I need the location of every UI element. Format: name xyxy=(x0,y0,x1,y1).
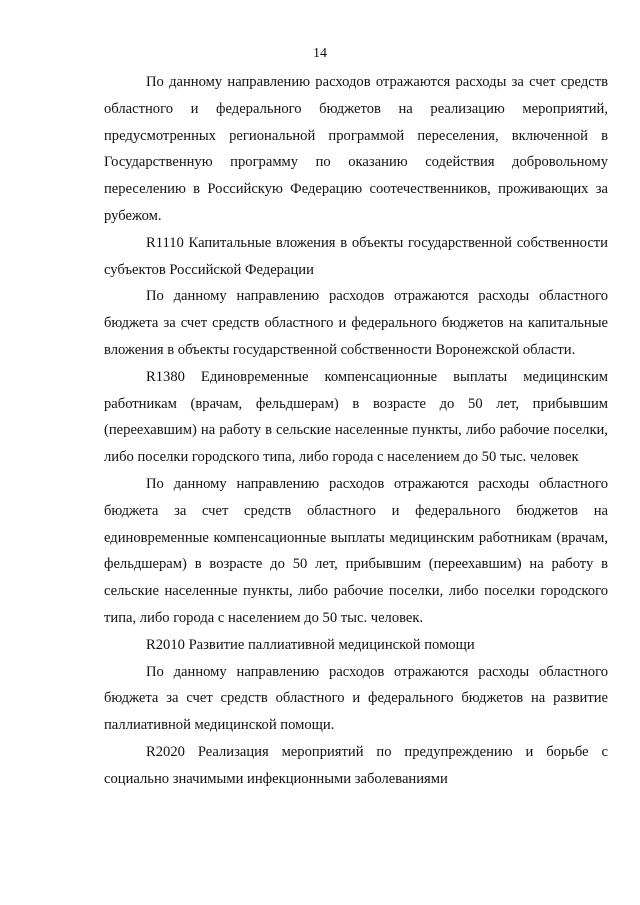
heading-r2020: R2020 Реализация мероприятий по предупреждению и борьбе с социально значимыми инфекционными заболеваниями xyxy=(104,743,608,787)
paragraph-r1380-expenses: По данному направлению расходов отражаются расходы областного бюджета за счет средств областного и федерального бюджетов на единовременные компенсационные выплаты медицинским работникам (врачам, фельдшерам) в возрасте до 50 лет, прибывшим (переехавшим) на работу в сельские населенные пункты, либо рабочие поселки, либо поселки городского типа, либо города с населением до 50 тыс. человек. xyxy=(104,475,608,626)
heading-r1110: R1110 Капитальные вложения в объекты государственной собственности субъектов Российской Федерации xyxy=(104,234,608,278)
heading-r1380: R1380 Единовременные компенсационные выплаты медицинским работникам (врачам, фельдшерам) в возрасте до 50 лет, прибывшим (переехавшим) на работу в сельские населенные пункты, либо рабочие поселки, либо поселки городского типа, либо города с населением до 50 тыс. человек xyxy=(104,368,608,466)
paragraph-r1110-expenses: По данному направлению расходов отражаются расходы областного бюджета за счет средств областного и федерального бюджетов на капитальные вложения в объекты государственной собственности Воронежской области. xyxy=(104,288,608,358)
paragraph-resettlement-expenses: По данному направлению расходов отражаются расходы за счет средств областного и федерального бюджетов на реализацию мероприятий, предусмотренных региональной программой переселения, включенной в Государственную программу по оказанию содействия добровольному переселению в Российскую Федерацию соотечественников, проживающих за рубежом. xyxy=(104,74,608,224)
document-body xyxy=(104,69,608,793)
page-number: 14 xyxy=(313,46,327,61)
paragraph-r2010-expenses: По данному направлению расходов отражаются расходы областного бюджета за счет средств областного и федерального бюджетов на развитие паллиативной медицинской помощи. xyxy=(104,663,608,734)
heading-r2010: R2010 Развитие паллиативной медицинской помощи xyxy=(146,636,475,653)
